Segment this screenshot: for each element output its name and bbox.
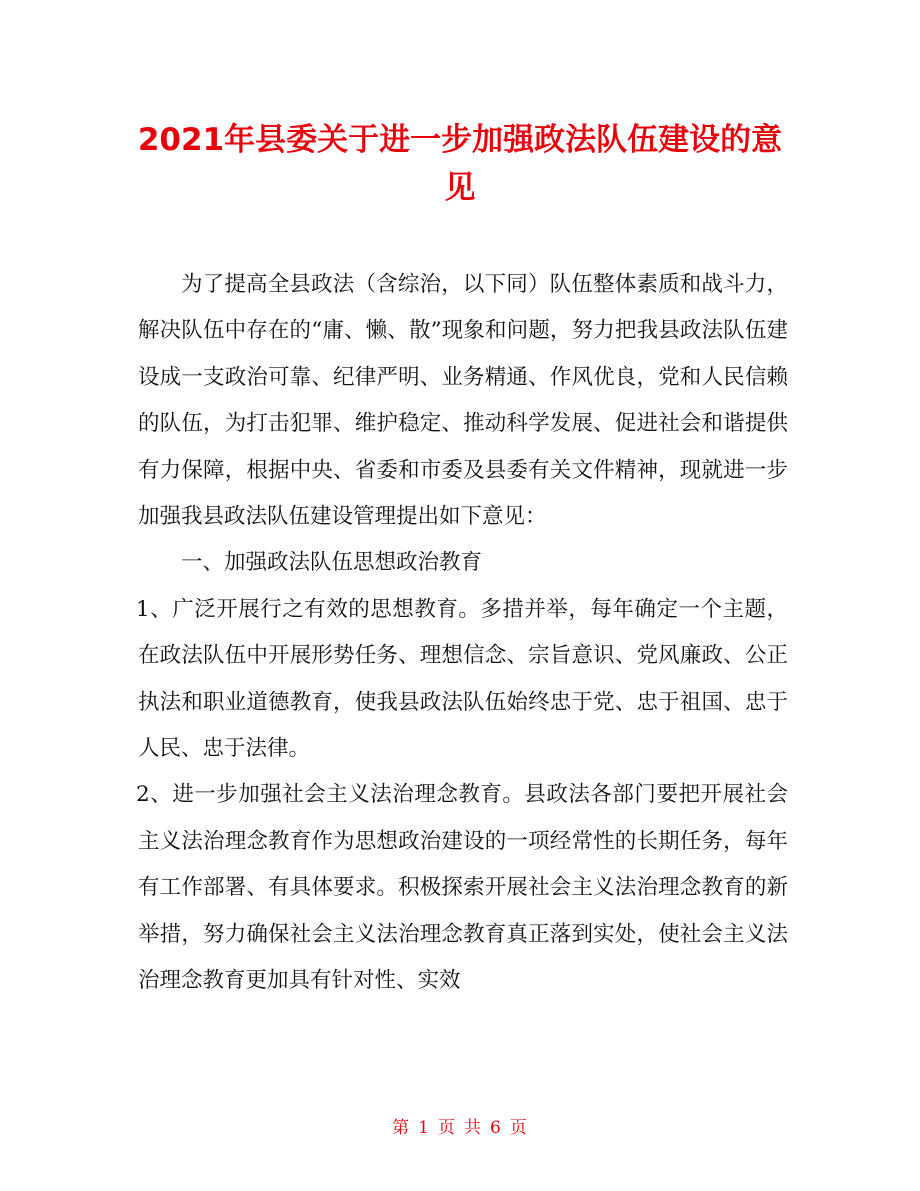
- numbered-paragraph-1: 1、广泛开展行之有效的思想教育。多措并举，每年确定一个主题，在政法队伍中开展形势任务、理想信念、宗旨意识、党风廉政、公正执法和职业道德教育，使我县政法队伍始终忠于党、忠于祖国、忠于人民、忠于法律。: [136, 596, 788, 762]
- footer-total-prefix: 共: [464, 1118, 482, 1138]
- page-footer: [0, 1113, 920, 1138]
- document-title: 2021年县委关于进一步加强政法队伍建设的意见: [137, 122, 783, 206]
- footer-total-unit: 页: [509, 1118, 528, 1138]
- footer-prefix: 第: [392, 1118, 411, 1138]
- numbered-paragraph-2: 2、进一步加强社会主义法治理念教育。县政法各部门要把开展社会主义法治理念教育作为思想政治建设的一项经常性的长期任务，每年有工作部署、有具体要求。积极探索开展社会主义法治理念教育的新举措，努力确保社会主义法治理念教育真正落到实处，使社会主义法治理念教育更加具有针对性、实效: [136, 782, 788, 994]
- footer-current-page: 1: [418, 1118, 430, 1138]
- footer-page-unit: 页: [438, 1118, 456, 1138]
- footer-total-pages: 6: [490, 1118, 502, 1138]
- section-heading: 一、加强政法队伍思想政治教育: [181, 550, 483, 576]
- document-body: [138, 262, 788, 1005]
- intro-paragraph: 为了提高全县政法（含综治，以下同）队伍整体素质和战斗力，解决队伍中存在的“庸、懒、散”现象和问题，努力把我县政法队伍建设成一支政治可靠、纪律严明、业务精通、作风优良，党和人民信赖的队伍，为打击犯罪、维护稳定、推动科学发展、促进社会和谐提供有力保障，根据中央、省委和市委及县委有关文件精神，现就进一步加强我县政法队伍建设管理提出如下意见：: [138, 272, 788, 530]
